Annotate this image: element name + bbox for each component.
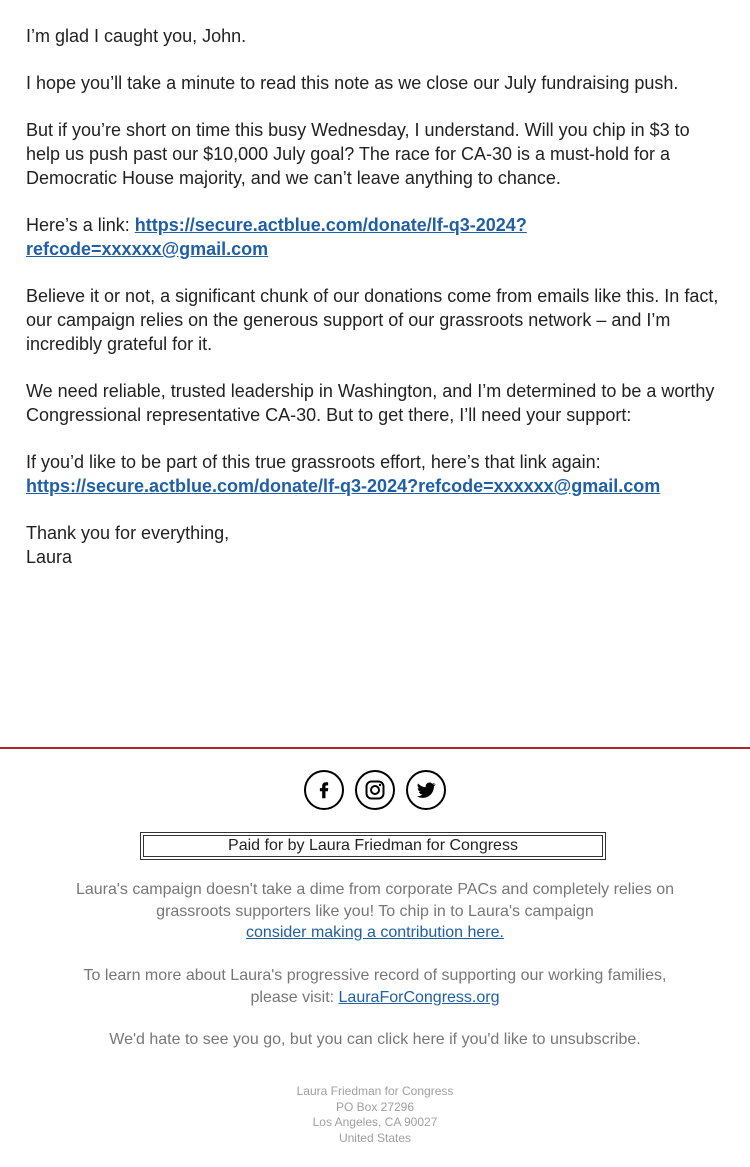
donate-link-line1: https://secure.actblue.com/donate/lf-q3-2024? (134, 215, 527, 235)
link-again-intro: If you’d like to be part of this true grassroots effort, here’s that link again: (26, 452, 601, 472)
leadership-paragraph: We need reliable, trusted leadership in Washington, and I’m determined to be a worthy Congressional representative CA-30. But to get there, I’ll need your support: (26, 381, 715, 425)
address-name: Laura Friedman for Congress (296, 1084, 454, 1098)
signoff: Thank you for everything, (26, 523, 230, 543)
pac-statement (60, 879, 690, 944)
instagram-icon[interactable] (355, 770, 395, 810)
social-links (0, 770, 750, 810)
paid-for-disclaimer: Paid for by Laura Friedman for Congress (143, 835, 603, 857)
mailing-address (0, 1084, 750, 1146)
donate-link-line2: refcode=xxxxxx@gmail.com (26, 239, 269, 259)
website-link[interactable]: LauraForCongress.org (338, 988, 500, 1006)
ask-paragraph: But if you’re short on time this busy Wednesday, I understand. Will you chip in $3 to help us push past our $10,000 July goal? The race for CA-30 is a must-hold for a Democratic House majority, and we can’t leave anything to chance. (26, 120, 690, 188)
link-paragraph (26, 213, 726, 261)
address-line2: Los Angeles, CA 90027 (312, 1115, 438, 1129)
email-body (26, 24, 726, 592)
twitter-icon[interactable] (406, 770, 446, 810)
address-country: United States (338, 1130, 412, 1145)
unsubscribe-link[interactable]: We'd hate to see you go, but you can click here if you'd like to unsubscribe. (109, 1031, 641, 1048)
footer-divider (0, 747, 750, 749)
intro-paragraph: I hope you’ll take a minute to read this note as we close our July fundraising push. (26, 73, 679, 93)
address-line1: PO Box 27296 (335, 1099, 415, 1114)
greeting: I’m glad I caught you, John. (26, 26, 247, 46)
signoff-block (26, 521, 726, 569)
donate-link-again[interactable]: https://secure.actblue.com/donate/lf-q3-2024?refcode=xxxxxx@gmail.com (26, 476, 661, 496)
link-again-paragraph (26, 450, 726, 498)
learn-more-statement (60, 965, 690, 1008)
grassroots-paragraph: Believe it or not, a significant chunk of our donations come from emails like this. In fact, our campaign relies on the generous support of our grassroots network – and I’m incredibly grateful for it. (26, 286, 719, 354)
signature: Laura (26, 547, 73, 567)
facebook-icon[interactable] (304, 770, 344, 810)
contribution-link[interactable]: consider making a contribution here. (246, 924, 504, 941)
learn-more-text: To learn more about Laura's progressive record of supporting our working families, please visit: (83, 967, 667, 1006)
link-intro: Here’s a link: (26, 215, 135, 235)
pac-text: Laura's campaign doesn't take a dime from corporate PACs and completely relies on grassroots supporters like you! To chip in to Laura's campaign (75, 881, 675, 920)
